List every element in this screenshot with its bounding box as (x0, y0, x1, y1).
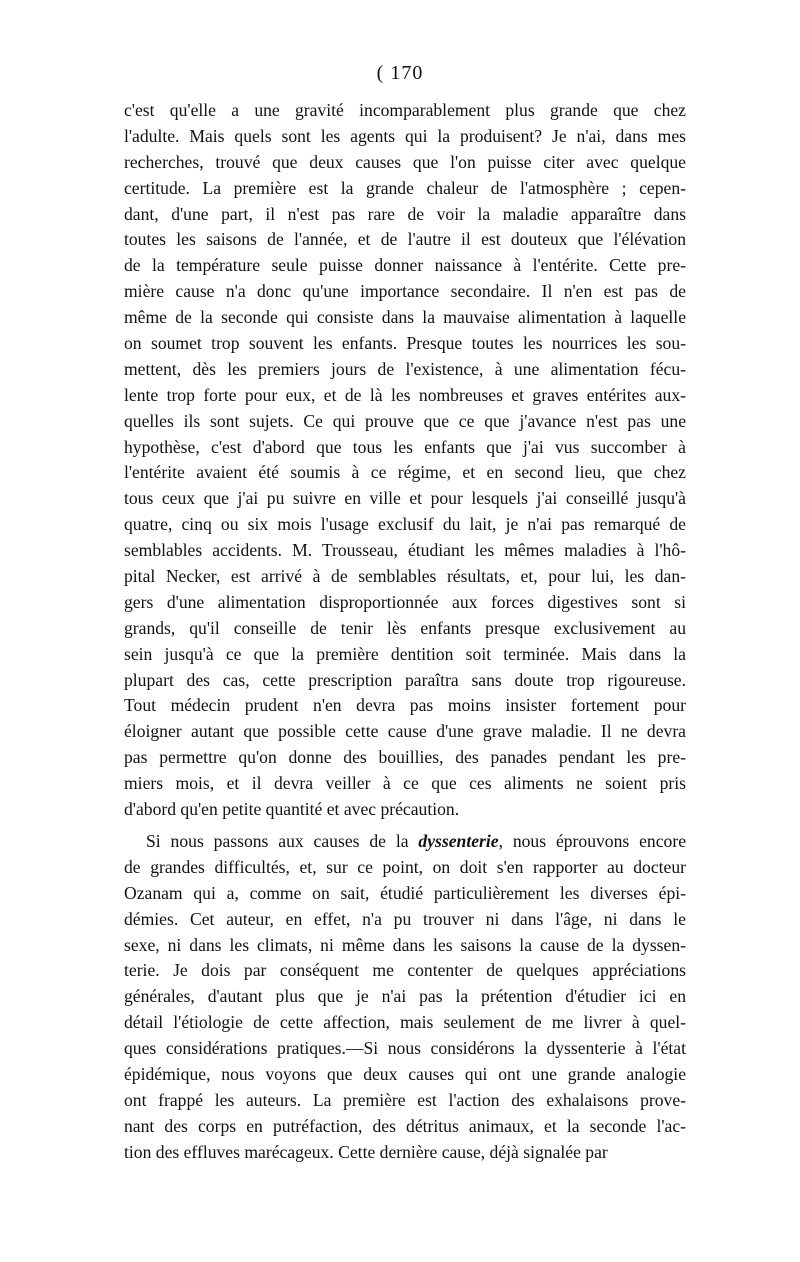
page-number: ( 170 (376, 62, 424, 84)
text-line: tion des effluves marécageux. Cette dernière cause, déjà signalée par (124, 1141, 608, 1162)
text-line: grands, qu'il conseille de tenir lès enfants presque exclusivement au (124, 617, 686, 638)
text-line: semblables accidents. M. Trousseau, étudiant les mêmes maladies à l'hô- (124, 540, 686, 561)
text-line: sein jusqu'à ce que la première dentition soit terminée. Mais dans la (124, 643, 686, 664)
text-line: certitude. La première est la grande chaleur de l'atmosphère ; cepen- (124, 177, 686, 198)
text-line: d'abord qu'en petite quantité et avec précaution. (124, 799, 460, 820)
text-line: c'est qu'elle a une gravité incomparablement plus grande que chez (124, 100, 686, 120)
text-line: détail l'étiologie de cette affection, mais seulement de me livrer à quel- (124, 1012, 686, 1033)
text-line: ont frappé les auteurs. La première est l'action des exhalaisons prove- (124, 1089, 686, 1110)
text-line: toutes les saisons de l'année, et de l'autre il est douteux que l'élévation (124, 229, 686, 250)
text-line: on soumet trop souvent les enfants. Presque toutes les nourrices les sou- (124, 333, 686, 354)
text-line: démies. Cet auteur, en effet, n'a pu trouver ni dans l'âge, ni dans le (124, 908, 686, 929)
paragraph (124, 829, 686, 1166)
text-line: sexe, ni dans les climats, ni même dans les saisons la cause de la dyssen- (124, 934, 686, 955)
text-line: lente trop forte pour eux, et de là les nombreuses et graves entérites aux- (124, 384, 686, 405)
text-line: quatre, cinq ou six mois l'usage exclusif du lait, je n'ai pas remarqué de (124, 514, 686, 535)
text-line: miers mois, et il devra veiller à ce que ces aliments ne soient pris (124, 773, 686, 794)
body-text (124, 98, 686, 1166)
text-line: générales, d'autant plus que je n'ai pas la prétention d'étudier ici en (124, 986, 686, 1007)
text-line: recherches, trouvé que deux causes que l'on puisse citer avec quelque (124, 151, 686, 172)
text-line: éloigner autant que possible cette cause d'une grave maladie. Il ne devra (124, 721, 686, 742)
text-line: ques considérations pratiques.—Si nous considérons la dyssenterie à l'état (124, 1038, 686, 1059)
text-line: l'entérite avaient été soumis à ce régime, et en second lieu, que chez (124, 462, 686, 483)
text-line: mettent, dès les premiers jours de l'existence, à une alimentation fécu- (124, 358, 686, 379)
text-line: l'adulte. Mais quels sont les agents qui la produisent? Je n'ai, dans mes (124, 125, 686, 146)
text-line: mière cause n'a donc qu'une importance secondaire. Il n'en est pas de (124, 281, 686, 302)
text-line: hypothèse, c'est d'abord que tous les enfants que j'ai vus succomber à (124, 436, 686, 457)
text-line: terie. Je dois par conséquent me contenter de quelques appréciations (124, 960, 686, 981)
text-line: plupart des cas, cette prescription paraîtra sans doute trop rigoureuse. (124, 669, 686, 690)
paragraph (124, 98, 686, 823)
text-line: épidémique, nous voyons que deux causes qui ont une grande analogie (124, 1063, 686, 1084)
text-line: gers d'une alimentation disproportionnée aux forces digestives sont si (124, 591, 686, 612)
text-line: pas permettre qu'on donne des bouillies, des panades pendant les pre- (124, 747, 686, 768)
text-line: de la température seule puisse donner naissance à l'entérite. Cette pre- (124, 255, 686, 276)
text-line: dant, d'une part, il n'est pas rare de voir la maladie apparaître dans (124, 203, 686, 224)
text-line: quelles ils sont sujets. Ce qui prouve que ce que j'avance n'est pas une (124, 410, 686, 431)
text-line: même de la seconde qui consiste dans la mauvaise alimentation à laquelle (124, 307, 686, 328)
text-line: de grandes difficultés, et, sur ce point, on doit s'en rapporter au docteur (124, 856, 686, 877)
text-line: Si nous passons aux causes de la dyssenterie, nous éprouvons encore (146, 830, 687, 851)
text-line: nant des corps en putréfaction, des détritus animaux, et la seconde l'ac- (124, 1115, 686, 1136)
text-line: Tout médecin prudent n'en devra pas moins insister fortement pour (124, 695, 686, 716)
text-line: Ozanam qui a, comme on sait, étudié particulièrement les diverses épi- (124, 882, 686, 903)
text-line: pital Necker, est arrivé à de semblables résultats, et, pour lui, les dan- (124, 566, 686, 587)
text-line: tous ceux que j'ai pu suivre en ville et pour lesquels j'ai conseillé jusqu'à (124, 488, 686, 509)
